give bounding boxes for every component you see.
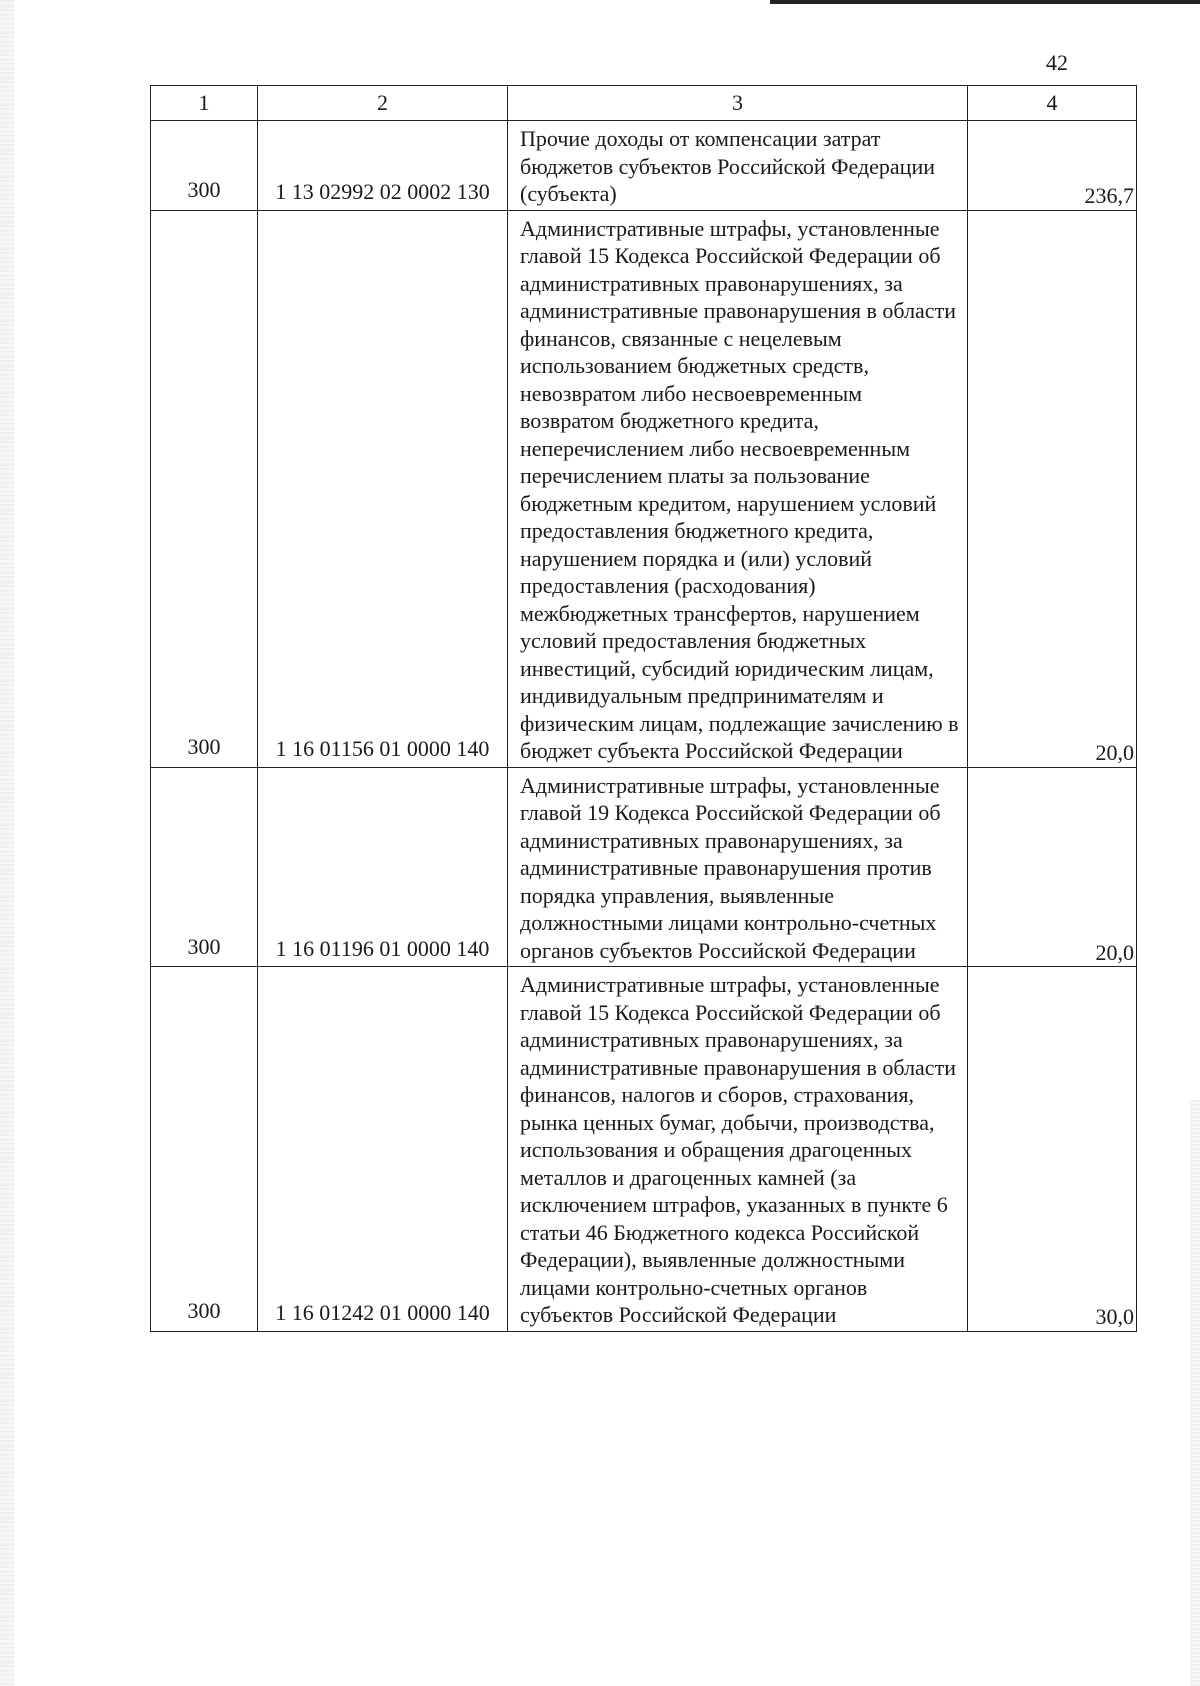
budget-code-cell: 1 16 01156 01 0000 140 (258, 210, 508, 767)
scan-edge-left (0, 0, 14, 1686)
amount-cell: 236,7 (968, 121, 1137, 211)
admin-code-cell: 300 (151, 767, 258, 967)
admin-code-cell: 300 (151, 210, 258, 767)
admin-code-cell: 300 (151, 121, 258, 211)
table-header-row (151, 86, 1137, 121)
budget-code-cell: 1 16 01196 01 0000 140 (258, 767, 508, 967)
budget-code-cell: 1 16 01242 01 0000 140 (258, 967, 508, 1332)
header-col-2: 2 (258, 86, 508, 121)
amount-cell: 20,0 (968, 767, 1137, 967)
page-number: 42 (1046, 50, 1068, 75)
scan-edge-right (1190, 1100, 1200, 1686)
header-col-3: 3 (508, 86, 968, 121)
scan-top-border (770, 0, 1200, 4)
header-col-1: 1 (151, 86, 258, 121)
amount-cell: 20,0 (968, 210, 1137, 767)
header-col-4: 4 (968, 86, 1137, 121)
budget-revenue-table (150, 85, 1137, 1332)
table-row (151, 121, 1137, 211)
revenue-name-cell: Прочие доходы от компенсации затрат бюджетов субъектов Российской Федерации (субъекта) (508, 121, 968, 211)
revenue-name-cell: Административные штрафы, установленные главой 15 Кодекса Российской Федерации об административных правонарушениях, за административные правонарушения в области финансов, налогов и сборов, страхования, рынка ценных бумаг, добычи, производства, использования и обращения драгоценных металлов и драгоценных камней (за исключением штрафов, указанных в пункте 6 статьи 46 Бюджетного кодекса Российской Федерации), выявленные должностными лицами контрольно-счетных органов субъектов Российской Федерации (508, 967, 968, 1332)
revenue-name-cell: Административные штрафы, установленные главой 15 Кодекса Российской Федерации об административных правонарушениях, за административные правонарушения в области финансов, связанные с нецелевым использованием бюджетных средств, невозвратом либо несвоевременным возвратом бюджетного кредита, неперечислением либо несвоевременным перечислением платы за пользование бюджетным кредитом, нарушением условий предоставления бюджетного кредита, нарушением порядка и (или) условий предоставления (расходования) межбюджетных трансфертов, нарушением условий предоставления бюджетных инвестиций, субсидий юридическим лицам, индивидуальным предпринимателям и физическим лицам, подлежащие зачислению в бюджет субъекта Российской Федерации (508, 210, 968, 767)
amount-cell: 30,0 (968, 967, 1137, 1332)
revenue-name-cell: Административные штрафы, установленные главой 19 Кодекса Российской Федерации об административных правонарушениях, за административные правонарушения против порядка управления, выявленные должностными лицами контрольно-счетных органов субъектов Российской Федерации (508, 767, 968, 967)
table-row (151, 210, 1137, 767)
table-row (151, 767, 1137, 967)
budget-code-cell: 1 13 02992 02 0002 130 (258, 121, 508, 211)
table-row (151, 967, 1137, 1332)
admin-code-cell: 300 (151, 967, 258, 1332)
